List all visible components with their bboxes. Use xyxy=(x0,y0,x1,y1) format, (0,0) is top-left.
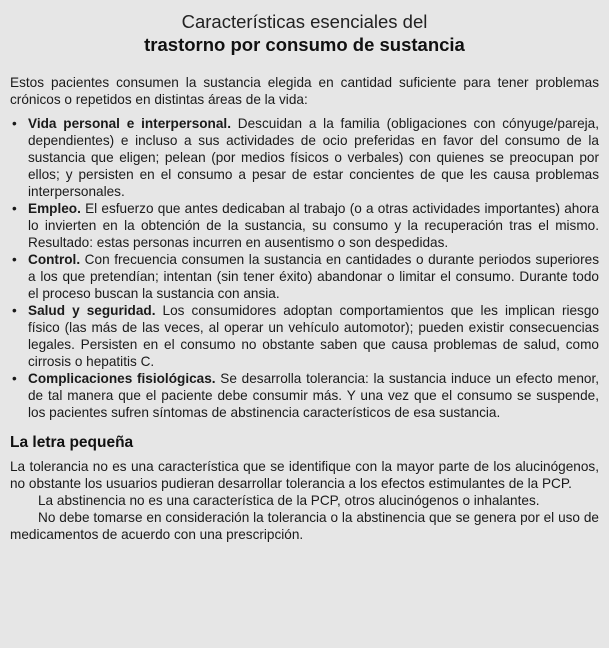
list-item xyxy=(10,302,599,370)
intro-paragraph: Estos pacientes consumen la sustancia elegida en cantidad suficiente para tener problemas crónicos o repetidos en distintas áreas de la vida: xyxy=(10,75,599,107)
list-item xyxy=(10,115,599,200)
item-heading: Complicaciones fisiológicas. xyxy=(28,371,216,386)
section-heading: La letra pequeña xyxy=(10,434,134,451)
bullet-icon: • xyxy=(12,252,17,267)
bullet-icon: • xyxy=(12,303,17,318)
list-item xyxy=(10,200,599,251)
list-item xyxy=(10,251,599,302)
section-paragraph-1: La tolerancia no es una característica que se identifique con la mayor parte de los alucinógenos, no obstante los usuarios pudieran desarrollar tolerancia a los efectos estimulantes de la PCP. xyxy=(10,459,599,491)
item-text: Descuidan a la familia (obligaciones con cónyuge/pareja, dependientes) e incluso a sus actividades de ocio preferidas en favor del consumo de la sustancia que eligen; pelean (por medios físicos o verbales) con quienes se preocupan por ellos; y persisten en el consumo a pesar de estar concientes de que les causa problemas interpersonales. xyxy=(28,116,599,199)
item-text: Los consumidores adoptan comportamientos que les implican riesgo físico (las más de las veces, al operar un vehículo automotor); pueden existir consecuencias legales. Persisten en el consumo no obstante saben que causa problemas de salud, como cirrosis o hepatitis C. xyxy=(28,303,599,369)
list-item xyxy=(10,370,599,421)
characteristics-list xyxy=(10,115,599,421)
bullet-icon: • xyxy=(12,371,17,386)
page-title xyxy=(10,10,599,56)
item-heading: Vida personal e interpersonal. xyxy=(28,116,231,131)
item-text: Se desarrolla tolerancia: la sustancia induce un efecto menor, de tal manera que el paciente debe consumir más. Y una vez que el consumo se suspende, los pacientes sufren síntomas de abstinencia característicos de esa sustancia. xyxy=(28,371,600,420)
title-line-1: Características esenciales del xyxy=(181,11,428,32)
item-text: Con frecuencia consumen la sustancia en cantidades o durante periodos superiores a los que pretendían; intentan (sin tener éxito) abandonar o limitar el consumo. Durante todo el proceso buscan la sustancia con ansia. xyxy=(28,252,599,301)
item-heading: Control. xyxy=(28,252,81,267)
bullet-icon: • xyxy=(12,201,17,216)
section-paragraph-2: La abstinencia no es una característica de la PCP, otros alucinógenos o inhalantes. xyxy=(38,493,540,508)
item-heading: Salud y seguridad. xyxy=(28,303,156,318)
item-heading: Empleo. xyxy=(28,201,81,216)
section-paragraph-3: No debe tomarse en consideración la tolerancia o la abstinencia que se genera por el uso de medicamentos de acuerdo con una prescripción. xyxy=(10,510,599,542)
item-text: El esfuerzo que antes dedicaban al trabajo (o a otras actividades importantes) ahora lo invierten en la obtención de la sustancia, su consumo y la recuperación tras el mismo. Resultado: estas personas incurren en ausentismo o son despedidas. xyxy=(28,201,599,250)
title-line-2: trastorno por consumo de sustancia xyxy=(144,34,465,55)
bullet-icon: • xyxy=(12,116,17,131)
